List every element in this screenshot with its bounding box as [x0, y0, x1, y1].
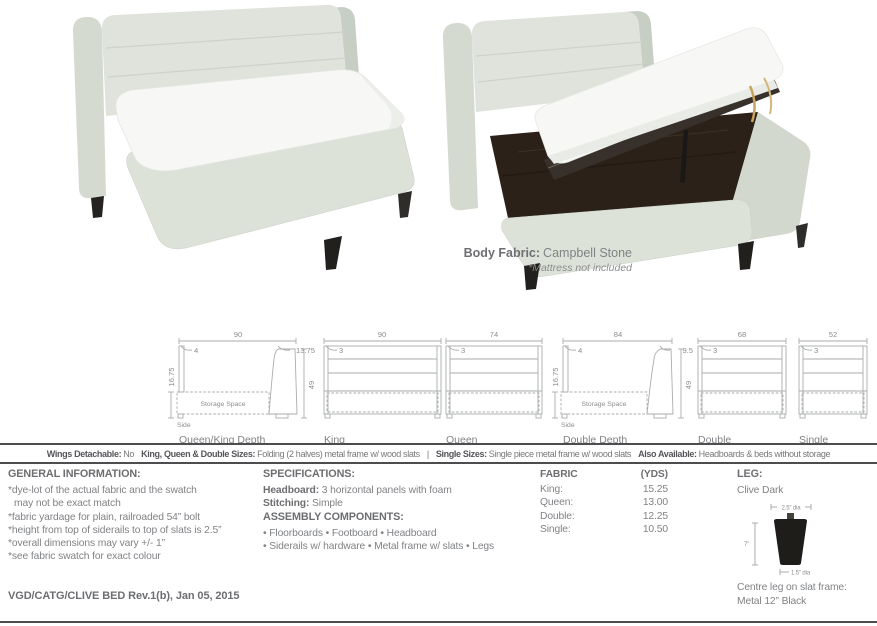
double-diagram: [694, 329, 792, 431]
dim-side-thickness: 3: [339, 346, 344, 355]
assembly-components-heading: ASSEMBLY COMPONENTS:: [263, 510, 404, 523]
drawing-queen-king-depth: [166, 329, 318, 446]
table-row: [540, 483, 668, 496]
dim-width: 68: [737, 330, 747, 339]
table-row: [540, 496, 668, 509]
banner-kqd-label: King, Queen & Double Sizes:: [141, 448, 256, 459]
yds-cell: 13.00: [642, 497, 668, 509]
leg-figure: [741, 501, 841, 579]
general-information-heading: GENERAL INFORMATION:: [8, 468, 141, 480]
size-cell: Single:: [540, 523, 571, 535]
drawing-queen: [442, 329, 550, 446]
storage-space-label: Storage Space: [200, 401, 246, 408]
stitching-value: Simple: [312, 498, 343, 510]
bottom-rule: [0, 621, 877, 623]
drawing-name: Double Depth: [563, 434, 628, 446]
banner-single-value: Single piece metal frame w/ wood slats: [488, 448, 632, 459]
leg-section: [737, 468, 875, 608]
side-view-label: Side: [177, 422, 191, 429]
specifications-heading: SPECIFICATIONS:: [263, 468, 355, 480]
assembly-line: • Siderails w/ hardware • Metal frame w/ slats • Legs: [263, 541, 495, 553]
general-info-line: may not be exact match: [14, 498, 121, 510]
table-row: [540, 510, 668, 523]
drawing-single: [795, 329, 873, 446]
headboard-value: 3 horizontal panels with foam: [321, 485, 452, 497]
dim-width: 90: [233, 330, 243, 339]
queen-diagram: [442, 329, 550, 431]
general-info-line: *fabric yardage for plain, railroaded 54” bolt: [8, 511, 200, 523]
drawing-name: Single: [799, 434, 829, 446]
single-diagram: [795, 329, 873, 431]
banner-separator: |: [426, 448, 429, 459]
bed-closed-illustration: [73, 5, 414, 270]
specifications-section: [263, 468, 538, 553]
leg-top-diameter: 2.5” dia: [781, 505, 801, 512]
banner-single-label: Single Sizes:: [435, 448, 487, 459]
banner-also: [638, 449, 830, 459]
fabric-table-header: [540, 468, 668, 481]
general-info-line: *dye-lot of the actual fabric and the swatch: [8, 485, 197, 497]
bed-photo-closed: [36, 2, 440, 298]
dim-base-height: 16.75: [551, 367, 560, 387]
drawing-name: Double: [698, 434, 732, 446]
banner-wings: [47, 449, 134, 459]
leg-name: Clive Dark: [737, 485, 784, 497]
yds-cell: 12.25: [642, 510, 668, 522]
dim-side-thickness: 3: [713, 346, 718, 355]
table-row: [540, 523, 668, 536]
dim-side-thickness: 3: [461, 346, 466, 355]
fabric-yardage-table: [540, 468, 668, 536]
drawing-double-depth: [550, 329, 696, 446]
caption-value: Campbell Stone: [543, 246, 632, 260]
caption-note: *Mattress not included: [528, 262, 632, 274]
banner-also-label: Also Available:: [638, 448, 697, 459]
general-info-line: *height from top of siderails to top of slats is 2.5”: [8, 524, 222, 536]
dim-height: 49: [307, 380, 316, 390]
dim-front-thickness: 4: [578, 346, 583, 355]
banner-kqd-value: Folding (2 halves) metal frame w/ wood slats: [257, 448, 420, 459]
drawing-name: Queen/King Depth: [179, 434, 266, 446]
body-fabric-caption: [420, 246, 632, 275]
leg-shape: [774, 519, 807, 565]
size-cell: Queen:: [540, 497, 574, 509]
document-reference: VGD/CATG/CLIVE BED Rev.1(b), Jan 05, 2015: [8, 590, 240, 602]
dim-width: 84: [613, 330, 623, 339]
leg-note: Centre leg on slat frame:: [737, 582, 847, 594]
leg-bottom-diameter: 1.5” dia: [791, 570, 811, 577]
general-info-line: *see fabric swatch for exact colour: [8, 551, 161, 563]
dim-side-thickness: 3: [814, 346, 819, 355]
stitching-label: Stitching:: [263, 498, 310, 510]
dim-wing-depth: 13.75: [295, 346, 315, 355]
drawing-name: Queen: [446, 434, 478, 446]
leg-height: 7”: [744, 542, 750, 549]
general-information-section: [8, 468, 258, 563]
construction-banner: [0, 443, 877, 464]
banner-also-value: Headboards & beds without storage: [698, 448, 831, 459]
drawing-double: [694, 329, 792, 446]
queen-king-depth-diagram: [166, 329, 318, 431]
leg-heading: LEG:: [737, 468, 763, 480]
drawing-name: King: [324, 434, 346, 446]
caption-line: [420, 246, 632, 260]
dim-height: 49: [684, 380, 693, 390]
dim-base-height: 16.75: [167, 367, 176, 387]
assembly-line: • Floorboards • Footboard • Headboard: [263, 527, 437, 539]
general-info-line: *overall dimensions may vary +/- 1”: [8, 538, 165, 550]
side-view-label: Side: [561, 422, 575, 429]
dim-wing-depth: 9.5: [682, 346, 693, 355]
banner-single: [436, 449, 631, 459]
banner-wings-label: Wings Detachable:: [46, 448, 122, 459]
size-cell: Double:: [540, 510, 575, 522]
fabric-header: FABRIC: [540, 469, 578, 480]
headboard-label: Headboard:: [263, 485, 320, 497]
king-diagram: [320, 329, 448, 431]
drawing-king: [320, 329, 448, 446]
leg-note: Metal 12” Black: [737, 595, 807, 607]
banner-wings-value: No: [123, 448, 135, 459]
banner-kqd: [141, 449, 420, 459]
yds-cell: 10.50: [642, 523, 668, 535]
yds-header: (YDS): [640, 469, 668, 480]
double-depth-diagram: [550, 329, 696, 431]
dim-width: 74: [489, 330, 499, 339]
yds-cell: 15.25: [642, 484, 668, 496]
dim-width: 52: [828, 330, 838, 339]
storage-space-label: Storage Space: [581, 401, 627, 408]
dim-width: 90: [377, 330, 387, 339]
headboard-spec: [263, 484, 538, 497]
size-cell: King:: [540, 484, 563, 496]
dim-front-thickness: 4: [194, 346, 199, 355]
stitching-spec: [263, 497, 538, 510]
caption-label: Body Fabric:: [463, 246, 541, 260]
